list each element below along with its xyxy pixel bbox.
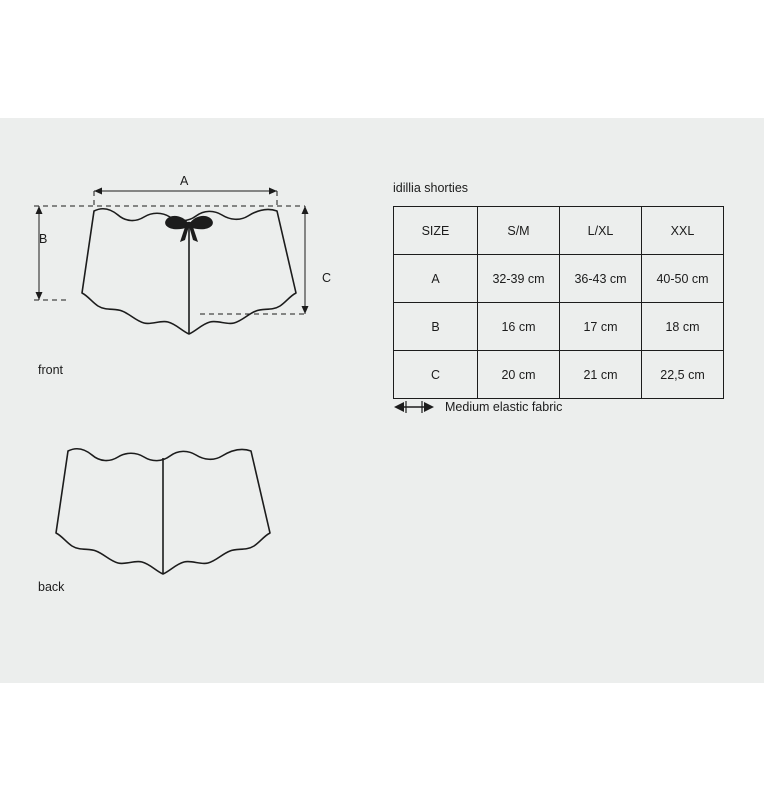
table-header-cell: L/XL xyxy=(560,207,642,255)
size-table-area xyxy=(393,118,738,683)
table-header-row xyxy=(394,207,724,255)
table-cell-dimension: C xyxy=(394,351,478,399)
table-row xyxy=(394,351,724,399)
table-header-cell: SIZE xyxy=(394,207,478,255)
dimension-label-b: B xyxy=(39,232,48,246)
dimension-label-c: C xyxy=(322,271,332,285)
size-table xyxy=(393,206,724,399)
fabric-note-text: Medium elastic fabric xyxy=(445,400,563,414)
table-row xyxy=(394,303,724,351)
product-title: idillia shorties xyxy=(393,181,469,195)
table-header-cell: S/M xyxy=(478,207,560,255)
table-cell-value: 17 cm xyxy=(560,303,642,351)
table-cell-value: 32-39 cm xyxy=(478,255,560,303)
table-row xyxy=(394,255,724,303)
dimension-c-arrow xyxy=(302,206,309,314)
table-cell-value: 21 cm xyxy=(560,351,642,399)
dimension-a-arrow xyxy=(94,188,277,195)
fabric-note xyxy=(393,400,562,414)
dimension-label-a: A xyxy=(180,174,189,188)
table-cell-dimension: A xyxy=(394,255,478,303)
table-cell-value: 18 cm xyxy=(642,303,724,351)
table-cell-dimension: B xyxy=(394,303,478,351)
garment-diagram-area xyxy=(0,118,380,683)
garment-drawings xyxy=(0,118,380,683)
sizing-chart-canvas xyxy=(0,118,764,683)
front-view-label: front xyxy=(38,363,64,377)
dimension-b-arrow xyxy=(36,206,43,300)
double-arrow-icon xyxy=(393,400,435,414)
table-cell-value: 16 cm xyxy=(478,303,560,351)
table-header-cell: XXL xyxy=(642,207,724,255)
table-cell-value: 40-50 cm xyxy=(642,255,724,303)
back-view-label: back xyxy=(38,580,65,594)
table-cell-value: 36-43 cm xyxy=(560,255,642,303)
table-cell-value: 22,5 cm xyxy=(642,351,724,399)
table-cell-value: 20 cm xyxy=(478,351,560,399)
